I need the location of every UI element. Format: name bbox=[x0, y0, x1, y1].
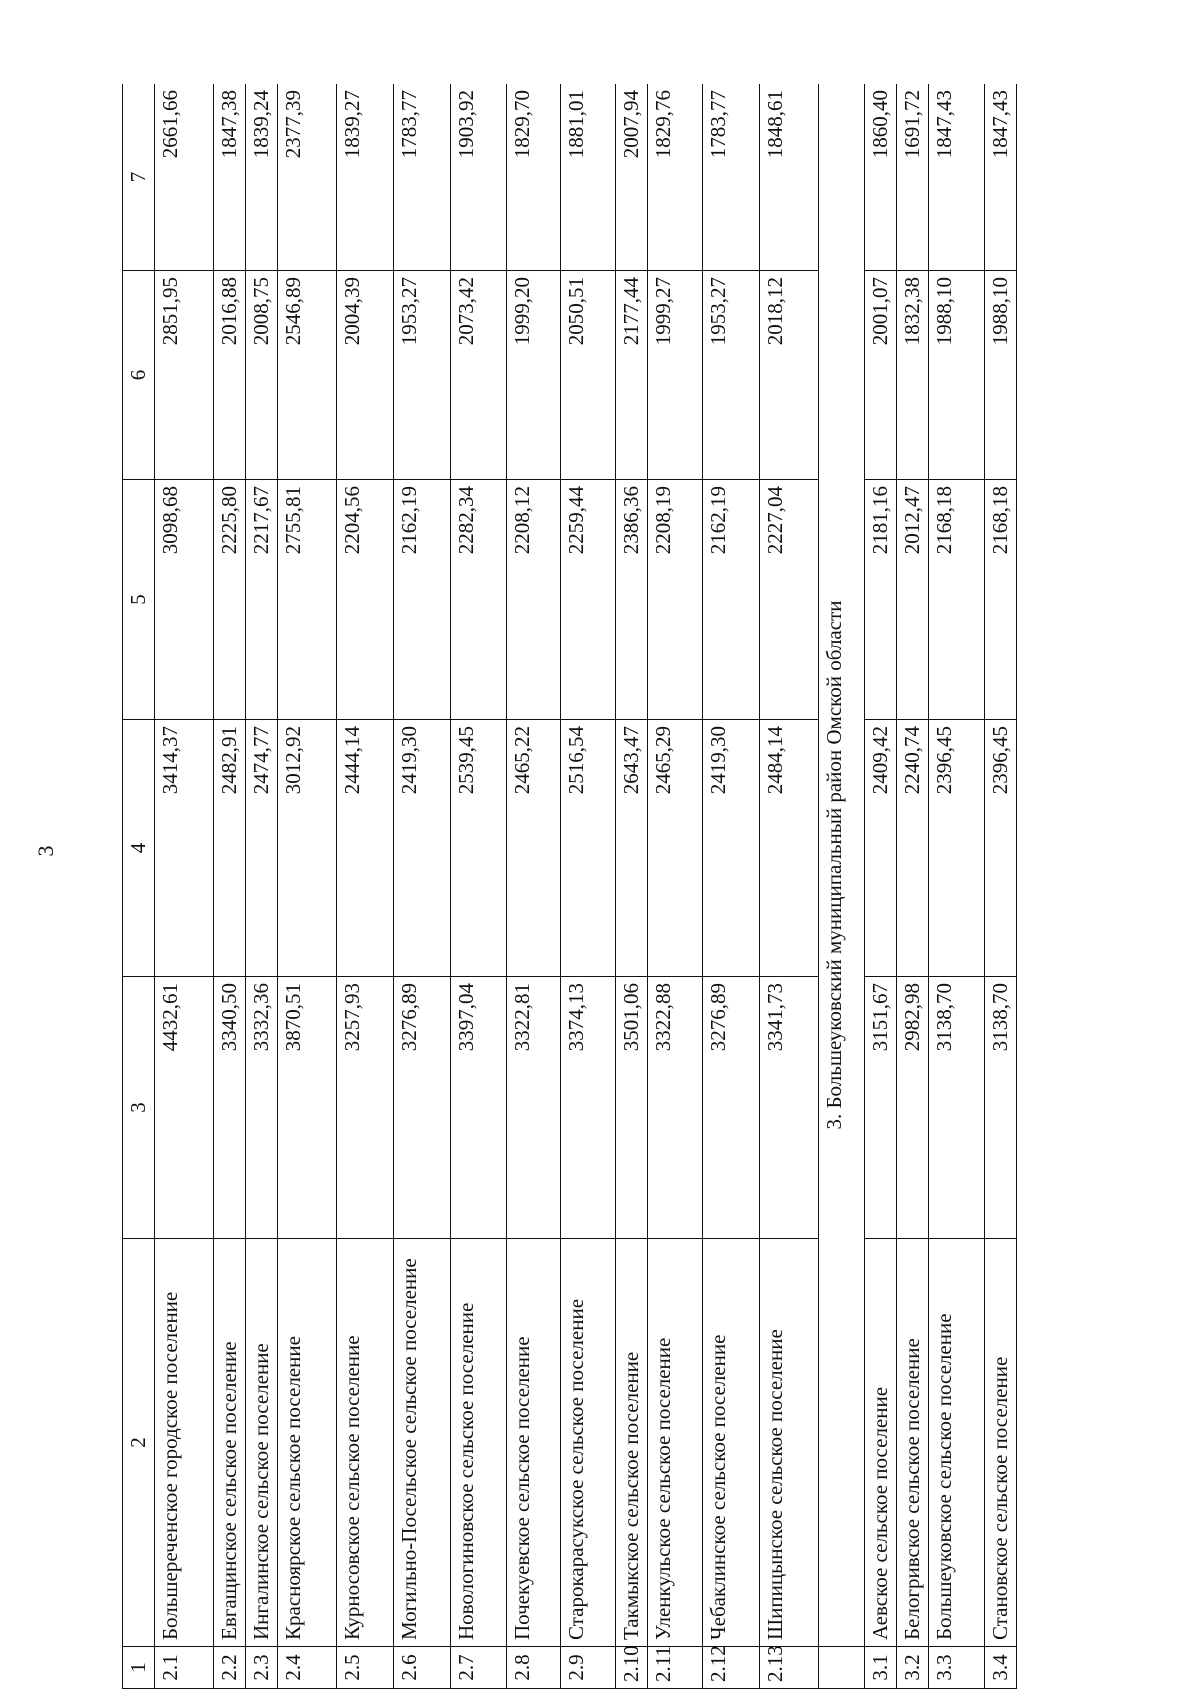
row-code: 2.13 bbox=[760, 1647, 819, 1689]
row-name: Ингалинское сельское поселение bbox=[246, 1239, 278, 1647]
table-row bbox=[865, 84, 897, 1689]
value-cell: 1783,77 bbox=[394, 84, 451, 271]
row-code: 3.1 bbox=[865, 1647, 897, 1689]
row-code: 2.3 bbox=[246, 1647, 278, 1689]
value-cell: 2007,94 bbox=[616, 84, 648, 271]
value-cell: 3322,81 bbox=[507, 977, 561, 1239]
value-cell: 1832,38 bbox=[897, 271, 929, 480]
value-cell: 3332,36 bbox=[246, 977, 278, 1239]
value-cell: 2482,91 bbox=[214, 720, 246, 977]
value-cell: 1839,27 bbox=[337, 84, 394, 271]
value-cell: 2050,51 bbox=[561, 271, 616, 480]
value-cell: 2419,30 bbox=[703, 720, 760, 977]
row-code: 2.9 bbox=[561, 1647, 616, 1689]
value-cell: 1848,61 bbox=[760, 84, 819, 271]
row-name: Становское сельское поселение bbox=[985, 1239, 1017, 1647]
table-row bbox=[648, 84, 703, 1689]
section-empty-cell bbox=[819, 1647, 865, 1689]
value-cell: 2851,95 bbox=[155, 271, 214, 480]
value-cell: 2073,42 bbox=[451, 271, 507, 480]
row-code: 3.3 bbox=[929, 1647, 985, 1689]
value-cell: 2008,75 bbox=[246, 271, 278, 480]
value-cell: 2377,39 bbox=[278, 84, 337, 271]
row-code: 2.10 bbox=[616, 1647, 648, 1689]
section-row bbox=[819, 84, 865, 1689]
row-code: 2.11 bbox=[648, 1647, 703, 1689]
row-name: Новологиновское сельское поселение bbox=[451, 1239, 507, 1647]
value-cell: 1903,92 bbox=[451, 84, 507, 271]
value-cell: 2409,42 bbox=[865, 720, 897, 977]
value-cell: 2227,04 bbox=[760, 480, 819, 720]
value-cell: 2419,30 bbox=[394, 720, 451, 977]
table-row bbox=[703, 84, 760, 1689]
value-cell: 2004,39 bbox=[337, 271, 394, 480]
table-header-row bbox=[123, 84, 155, 1689]
value-cell: 2001,07 bbox=[865, 271, 897, 480]
value-cell: 3098,68 bbox=[155, 480, 214, 720]
value-cell: 3322,88 bbox=[648, 977, 703, 1239]
row-name: Чебаклинское сельское поселение bbox=[703, 1239, 760, 1647]
table-row bbox=[394, 84, 451, 1689]
value-cell: 3414,37 bbox=[155, 720, 214, 977]
row-code: 2.4 bbox=[278, 1647, 337, 1689]
table-row bbox=[897, 84, 929, 1689]
value-cell: 2162,19 bbox=[394, 480, 451, 720]
value-cell: 2259,44 bbox=[561, 480, 616, 720]
row-name: Шипицынское сельское поселение bbox=[760, 1239, 819, 1647]
value-cell: 2396,45 bbox=[929, 720, 985, 977]
table-row bbox=[246, 84, 278, 1689]
value-cell: 2208,12 bbox=[507, 480, 561, 720]
value-cell: 3870,51 bbox=[278, 977, 337, 1239]
table-row bbox=[214, 84, 246, 1689]
value-cell: 2539,45 bbox=[451, 720, 507, 977]
value-cell: 1953,27 bbox=[703, 271, 760, 480]
row-code: 2.2 bbox=[214, 1647, 246, 1689]
value-cell: 2217,67 bbox=[246, 480, 278, 720]
value-cell: 2386,36 bbox=[616, 480, 648, 720]
table-row bbox=[985, 84, 1017, 1689]
value-cell: 3501,06 bbox=[616, 977, 648, 1239]
value-cell: 2204,56 bbox=[337, 480, 394, 720]
row-code: 2.12 bbox=[703, 1647, 760, 1689]
row-name: Курносовское сельское поселение bbox=[337, 1239, 394, 1647]
value-cell: 1988,10 bbox=[929, 271, 985, 480]
value-cell: 1829,76 bbox=[648, 84, 703, 271]
row-name: Аевское сельское поселение bbox=[865, 1239, 897, 1647]
value-cell: 1999,27 bbox=[648, 271, 703, 480]
value-cell: 2168,18 bbox=[985, 480, 1017, 720]
value-cell: 3276,89 bbox=[703, 977, 760, 1239]
header-cell: 1 bbox=[123, 1647, 155, 1689]
value-cell: 2181,16 bbox=[865, 480, 897, 720]
value-cell: 2444,14 bbox=[337, 720, 394, 977]
value-cell: 1860,40 bbox=[865, 84, 897, 271]
row-name: Старокарасукское сельское поселение bbox=[561, 1239, 616, 1647]
value-cell: 3138,70 bbox=[929, 977, 985, 1239]
value-cell: 1999,20 bbox=[507, 271, 561, 480]
value-cell: 2484,14 bbox=[760, 720, 819, 977]
row-code: 2.1 bbox=[155, 1647, 214, 1689]
row-code: 3.2 bbox=[897, 1647, 929, 1689]
value-cell: 2162,19 bbox=[703, 480, 760, 720]
row-name: Большеуковское сельское поселение bbox=[929, 1239, 985, 1647]
rotated-table-content bbox=[122, 84, 1067, 1689]
header-cell: 5 bbox=[123, 480, 155, 720]
table-row bbox=[616, 84, 648, 1689]
value-cell: 3138,70 bbox=[985, 977, 1017, 1239]
value-cell: 1847,38 bbox=[214, 84, 246, 271]
value-cell: 3397,04 bbox=[451, 977, 507, 1239]
row-name: Могильно-Посельское сельское поселение bbox=[394, 1239, 451, 1647]
row-name: Почекуевское сельское поселение bbox=[507, 1239, 561, 1647]
value-cell: 1691,72 bbox=[897, 84, 929, 271]
table-row bbox=[929, 84, 985, 1689]
section-title: 3. Большеуковский муниципальный район Омской области bbox=[819, 84, 865, 1647]
value-cell: 3340,50 bbox=[214, 977, 246, 1239]
value-cell: 3151,67 bbox=[865, 977, 897, 1239]
header-cell: 2 bbox=[123, 1239, 155, 1647]
value-cell: 1953,27 bbox=[394, 271, 451, 480]
header-cell: 7 bbox=[123, 84, 155, 271]
row-code: 3.4 bbox=[985, 1647, 1017, 1689]
value-cell: 4432,61 bbox=[155, 977, 214, 1239]
page-number: 3 bbox=[33, 845, 58, 857]
row-name: Белогривское сельское поселение bbox=[897, 1239, 929, 1647]
row-code: 2.7 bbox=[451, 1647, 507, 1689]
value-cell: 2465,22 bbox=[507, 720, 561, 977]
value-cell: 3374,13 bbox=[561, 977, 616, 1239]
value-cell: 1847,43 bbox=[929, 84, 985, 271]
value-cell: 2982,98 bbox=[897, 977, 929, 1239]
value-cell: 1988,10 bbox=[985, 271, 1017, 480]
value-cell: 2516,54 bbox=[561, 720, 616, 977]
table-row bbox=[507, 84, 561, 1689]
value-cell: 2396,45 bbox=[985, 720, 1017, 977]
table-row bbox=[561, 84, 616, 1689]
value-cell: 2018,12 bbox=[760, 271, 819, 480]
value-cell: 2661,66 bbox=[155, 84, 214, 271]
tariff-table bbox=[122, 84, 1017, 1689]
value-cell: 2016,88 bbox=[214, 271, 246, 480]
rotated-table-frame bbox=[122, 84, 1067, 1689]
table-row bbox=[278, 84, 337, 1689]
row-code: 2.8 bbox=[507, 1647, 561, 1689]
header-cell: 4 bbox=[123, 720, 155, 977]
row-name: Уленкульское сельское поселение bbox=[648, 1239, 703, 1647]
value-cell: 3257,93 bbox=[337, 977, 394, 1239]
value-cell: 2546,89 bbox=[278, 271, 337, 480]
value-cell: 3341,73 bbox=[760, 977, 819, 1239]
header-cell: 3 bbox=[123, 977, 155, 1239]
value-cell: 1881,01 bbox=[561, 84, 616, 271]
row-name: Красноярское сельское поселение bbox=[278, 1239, 337, 1647]
value-cell: 1847,43 bbox=[985, 84, 1017, 271]
row-name: Большереченское городское поселение bbox=[155, 1239, 214, 1647]
table-row bbox=[760, 84, 819, 1689]
row-name: Такмыкское сельское поселение bbox=[616, 1239, 648, 1647]
value-cell: 1829,70 bbox=[507, 84, 561, 271]
value-cell: 2208,19 bbox=[648, 480, 703, 720]
value-cell: 3276,89 bbox=[394, 977, 451, 1239]
table-row bbox=[451, 84, 507, 1689]
value-cell: 2643,47 bbox=[616, 720, 648, 977]
table-row bbox=[337, 84, 394, 1689]
value-cell: 2755,81 bbox=[278, 480, 337, 720]
value-cell: 1783,77 bbox=[703, 84, 760, 271]
value-cell: 2168,18 bbox=[929, 480, 985, 720]
value-cell: 1839,24 bbox=[246, 84, 278, 271]
row-name: Евгащинское сельское поселение bbox=[214, 1239, 246, 1647]
value-cell: 2282,34 bbox=[451, 480, 507, 720]
row-code: 2.6 bbox=[394, 1647, 451, 1689]
row-code: 2.5 bbox=[337, 1647, 394, 1689]
value-cell: 2225,80 bbox=[214, 480, 246, 720]
value-cell: 3012,92 bbox=[278, 720, 337, 977]
value-cell: 2012,47 bbox=[897, 480, 929, 720]
table-row bbox=[155, 84, 214, 1689]
value-cell: 2240,74 bbox=[897, 720, 929, 977]
value-cell: 2465,29 bbox=[648, 720, 703, 977]
value-cell: 2177,44 bbox=[616, 271, 648, 480]
header-cell: 6 bbox=[123, 271, 155, 480]
value-cell: 2474,77 bbox=[246, 720, 278, 977]
